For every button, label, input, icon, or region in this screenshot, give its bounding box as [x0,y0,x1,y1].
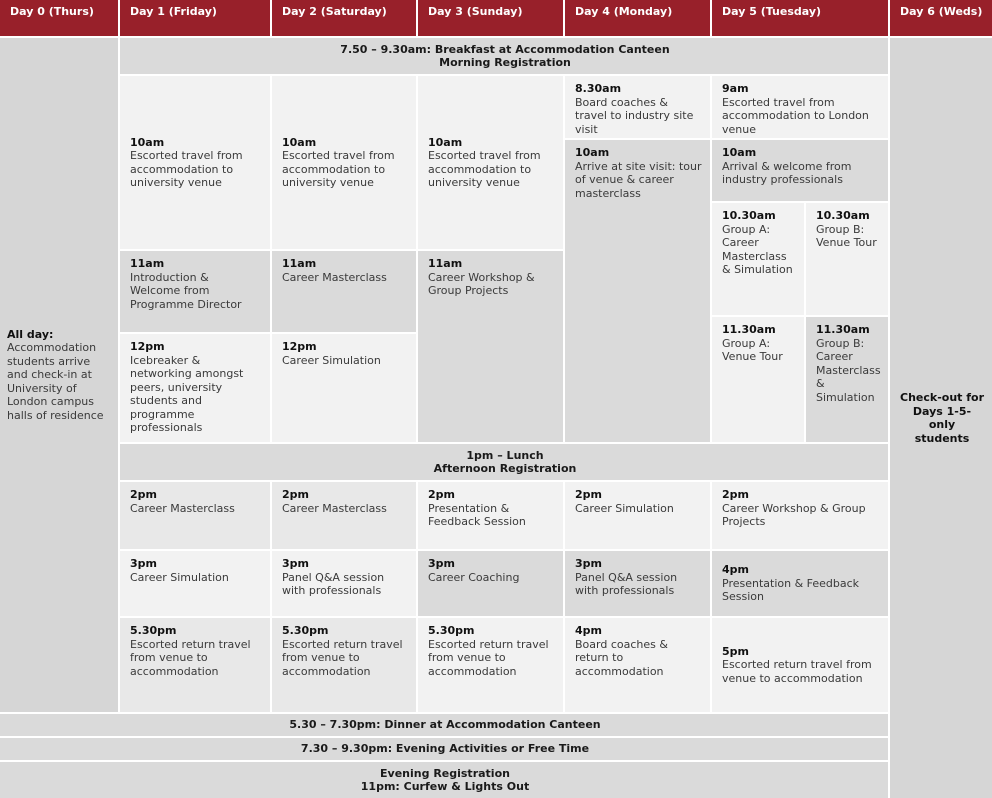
day6-cell [890,38,992,798]
activity-text: Career Simulation [130,570,229,584]
cell-d1-3pm [120,551,270,616]
cell-d5-5pm [712,618,888,712]
activity-text: Escorted travel from accommodation to university venue [428,149,541,189]
activity-text: Career Simulation [282,353,381,367]
time-label: 3pm [130,557,157,570]
dinner-text: 5.30 – 7.30pm: Dinner at Accommodation Canteen [289,718,601,732]
time-label: 12pm [130,340,165,353]
cell-d3-11am [418,251,563,442]
final-banner [0,762,888,798]
activity-text: Panel Q&A session with professionals [282,570,385,597]
time-label: 3pm [575,557,602,570]
cell-d1-12pm [120,334,270,442]
activity-text: Arrive at site visit: tour of venue & career masterclass [575,159,702,200]
cell-d4-830am [565,76,710,138]
cell-d1-11am [120,251,270,332]
cell-d3-10am [418,76,563,249]
day0-cell [0,38,118,712]
dinner-banner [0,714,888,736]
header-day0: Day 0 (Thurs) [0,0,118,36]
activity-text: Career Coaching [428,570,520,584]
time-label: 11am [428,257,463,270]
activity-text: Presentation & Feedback Session [722,576,860,604]
activity-text: Escorted travel from accommodation to London venue [722,95,869,136]
lunch-banner [120,444,888,480]
time-label: 12pm [282,340,317,353]
time-label: 5pm [722,644,749,658]
cell-d4-4pm [565,618,710,712]
header-day6: Day 6 (Weds) [890,0,992,36]
time-label: 10.30am [816,209,870,222]
lunch-line2: Afternoon Registration [433,462,577,475]
activity-text: Arrival & welcome from industry professionals [722,159,852,186]
cell-d3-3pm [418,551,563,616]
cell-d2-530pm [272,618,416,712]
cell-d2-2pm [272,482,416,549]
cell-d5-1130-group-a [712,317,804,442]
activity-text: Career Masterclass [282,270,387,284]
time-label: 11am [282,257,317,270]
time-label: 10am [722,146,757,159]
cell-d5-9am [712,76,888,138]
time-label: 2pm [722,488,749,501]
time-label: 10.30am [722,209,776,222]
activity-text: Presentation & Feedback Session [428,501,526,528]
time-label: 2pm [282,488,309,501]
cell-d2-11am [272,251,416,332]
day0-time: All day: [7,327,54,341]
activity-text: Escorted return travel from venue to accommodation [282,637,403,678]
activity-text: Introduction & Welcome from Programme Director [130,270,242,311]
time-label: 10am [282,135,317,149]
time-label: 4pm [575,624,602,637]
activity-text: Group B: Career Masterclass & Simulation [816,336,881,404]
time-label: 4pm [722,563,749,577]
activity-text: Career Masterclass [130,501,235,515]
time-label: 5.30pm [130,624,177,637]
cell-d2-10am [272,76,416,249]
time-label: 10am [575,146,610,159]
time-label: 11.30am [722,323,776,336]
activity-text: Escorted travel from accommodation to university venue [130,149,243,189]
evening-text: 7.30 – 9.30pm: Evening Activities or Free Time [300,742,590,756]
activity-text: Panel Q&A session with professionals [575,570,678,597]
activity-text: Career Simulation [575,501,674,515]
cell-d2-3pm [272,551,416,616]
cell-d5-1030-group-b [806,203,888,315]
activity-text: Group B: Venue Tour [816,222,877,249]
activity-text: Group A: Career Masterclass & Simulation [722,222,793,276]
header-day1: Day 1 (Friday) [120,0,270,36]
time-label: 10am [428,135,463,149]
time-label: 5.30pm [428,624,475,637]
cell-d1-530pm [120,618,270,712]
time-label: 9am [722,82,749,95]
time-label: 11.30am [816,323,870,336]
activity-text: Career Workshop & Group Projects [722,501,866,528]
activity-text: Board coaches & travel to industry site visit [575,95,694,136]
breakfast-line1: 7.50 – 9.30am: Breakfast at Accommodation Canteen [340,42,670,56]
breakfast-line2: Morning Registration [439,56,571,69]
cell-d1-10am [120,76,270,249]
breakfast-banner [120,38,888,74]
cell-d5-4pm [712,551,888,616]
header-day4: Day 4 (Monday) [565,0,710,36]
time-label: 8.30am [575,82,622,95]
cell-d2-12pm [272,334,416,442]
cell-d4-3pm [565,551,710,616]
activity-text: Escorted return travel from venue to accommodation [130,637,251,678]
time-label: 2pm [428,488,455,501]
final-line2: 11pm: Curfew & Lights Out [360,780,530,793]
time-label: 11am [130,257,165,270]
time-label: 10am [130,135,165,149]
time-label: 2pm [575,488,602,501]
cell-d3-530pm [418,618,563,712]
cell-d4-2pm [565,482,710,549]
time-label: 3pm [428,557,455,570]
time-label: 2pm [130,488,157,501]
header-day5: Day 5 (Tuesday) [712,0,888,36]
header-day2: Day 2 (Saturday) [272,0,416,36]
activity-text: Escorted return travel from venue to accommodation [722,658,872,685]
activity-text: Escorted travel from accommodation to university venue [282,149,395,189]
time-label: 5.30pm [282,624,329,637]
cell-d5-10am [712,140,888,201]
cell-d5-1030-group-a [712,203,804,315]
final-line1: Evening Registration [380,766,510,780]
cell-d3-2pm [418,482,563,549]
activity-text: Board coaches & return to accommodation [575,637,668,678]
cell-d4-10am [565,140,710,442]
cell-d1-2pm [120,482,270,549]
cell-d5-1130-group-b [806,317,888,442]
cell-d5-2pm [712,482,888,549]
activity-text: Escorted return travel from venue to accommodation [428,637,549,678]
activity-text: Career Workshop & Group Projects [428,270,535,297]
activity-text: Career Masterclass [282,501,387,515]
activity-text: Icebreaker & networking amongst peers, university students and programme professionals [130,353,244,434]
lunch-line1: 1pm – Lunch [466,448,544,462]
header-day3: Day 3 (Sunday) [418,0,563,36]
time-label: 3pm [282,557,309,570]
day0-text: Accommodation students arrive and check-in at University of London campus halls of residence [7,341,104,422]
day6-text: Check-out for Days 1-5-only students [900,391,985,445]
activity-text: Group A: Venue Tour [722,336,783,363]
evening-banner [0,738,888,760]
